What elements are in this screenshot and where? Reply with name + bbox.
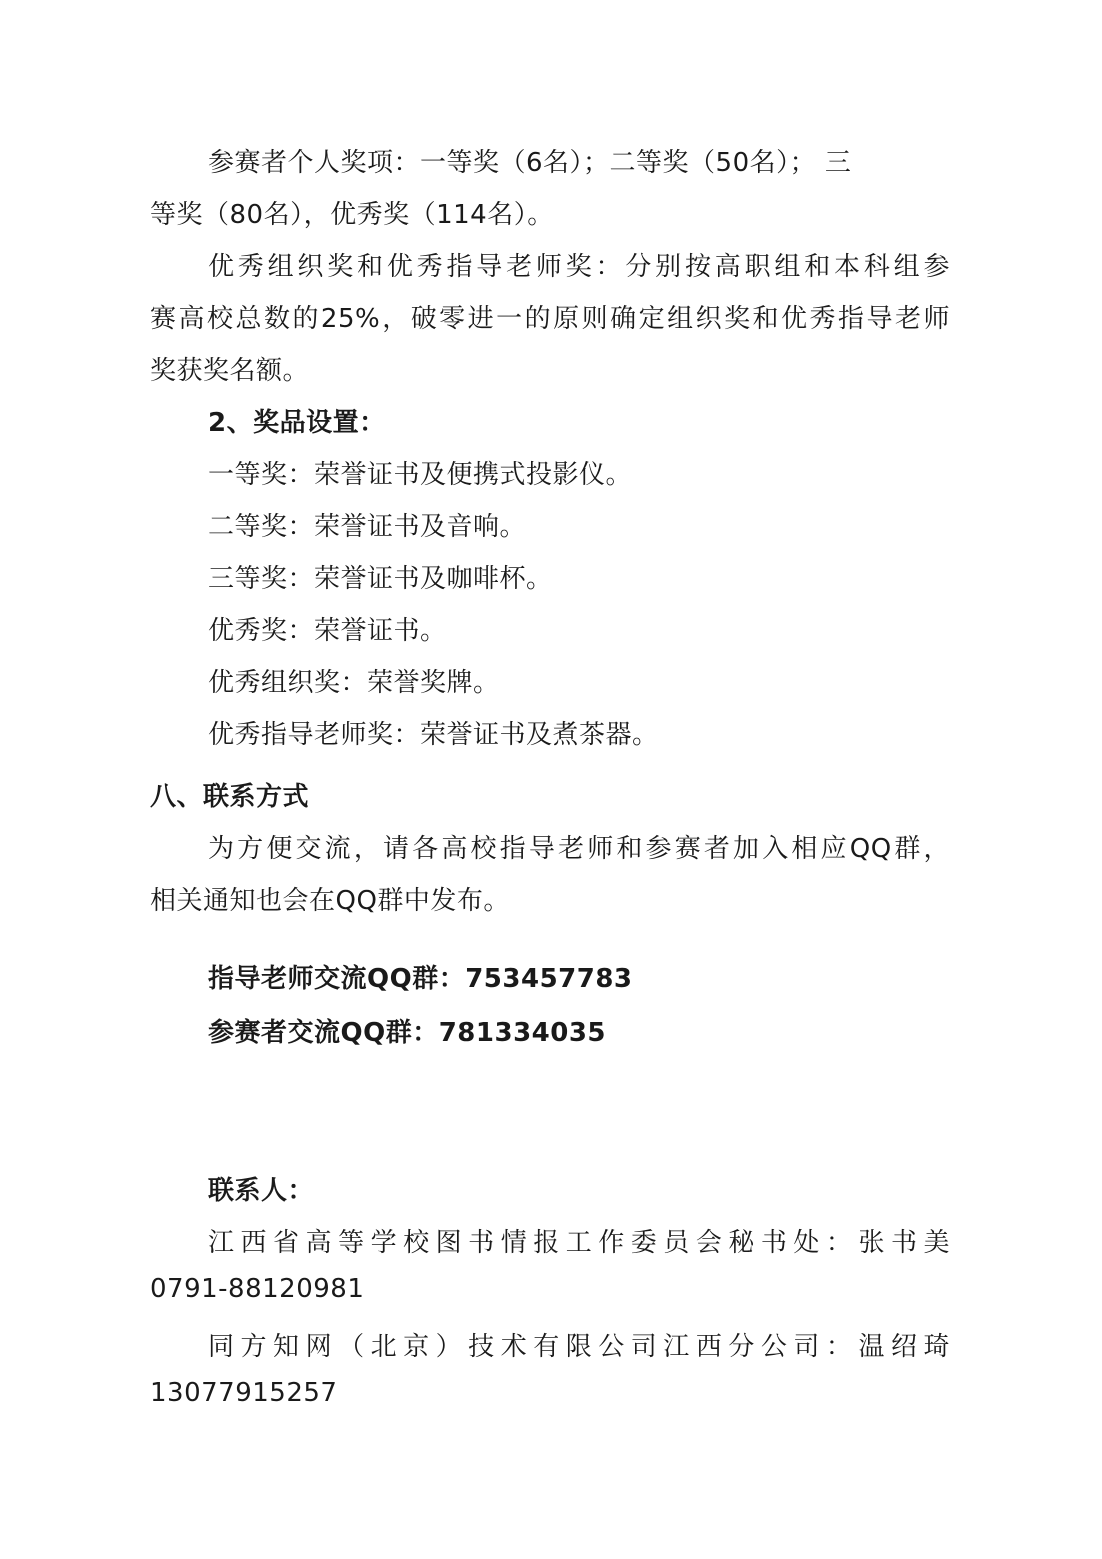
prize-item: 一等奖：荣誉证书及便携式投影仪。 — [208, 460, 633, 490]
org-award-line-1: 优秀组织奖和优秀指导老师奖：分别按高职组和本科组参 — [208, 252, 950, 282]
prize-item: 优秀组织奖：荣誉奖牌。 — [208, 668, 500, 698]
contact-person-2-phone: 13077915257 — [150, 1378, 338, 1408]
contact-heading: 八、联系方式 — [150, 782, 310, 812]
contact-intro-line-1: 为方便交流，请各高校指导老师和参赛者加入相应QQ群， — [208, 834, 950, 864]
contact-person-1-phone: 0791-88120981 — [150, 1274, 365, 1304]
prize-heading: 2、奖品设置： — [208, 408, 386, 438]
participant-qq-group: 参赛者交流QQ群：781334035 — [208, 1018, 607, 1048]
prize-item: 优秀指导老师奖：荣誉证书及煮茶器。 — [208, 720, 659, 750]
org-award-line-3: 奖获奖名额。 — [150, 356, 310, 386]
contact-person-1-name: 江西省高等学校图书情报工作委员会秘书处：张书美 — [208, 1228, 950, 1258]
contact-person-2-name: 同方知网（北京）技术有限公司江西分公司：温绍琦 — [208, 1332, 950, 1362]
prize-item: 优秀奖：荣誉证书。 — [208, 616, 447, 646]
teacher-qq-group: 指导老师交流QQ群：753457783 — [208, 964, 633, 994]
contact-intro-line-2: 相关通知也会在QQ群中发布。 — [150, 886, 510, 916]
contact-persons-label: 联系人： — [208, 1176, 315, 1206]
prize-item: 三等奖：荣誉证书及咖啡杯。 — [208, 564, 553, 594]
prize-item: 二等奖：荣誉证书及音响。 — [208, 512, 527, 542]
individual-awards-line-1: 参赛者个人奖项：一等奖（6名）；二等奖（50名）； 三 — [208, 148, 852, 178]
org-award-line-2: 赛高校总数的25%，破零进一的原则确定组织奖和优秀指导老师 — [150, 304, 950, 334]
individual-awards-line-2: 等奖（80名），优秀奖（114名）。 — [150, 200, 554, 230]
